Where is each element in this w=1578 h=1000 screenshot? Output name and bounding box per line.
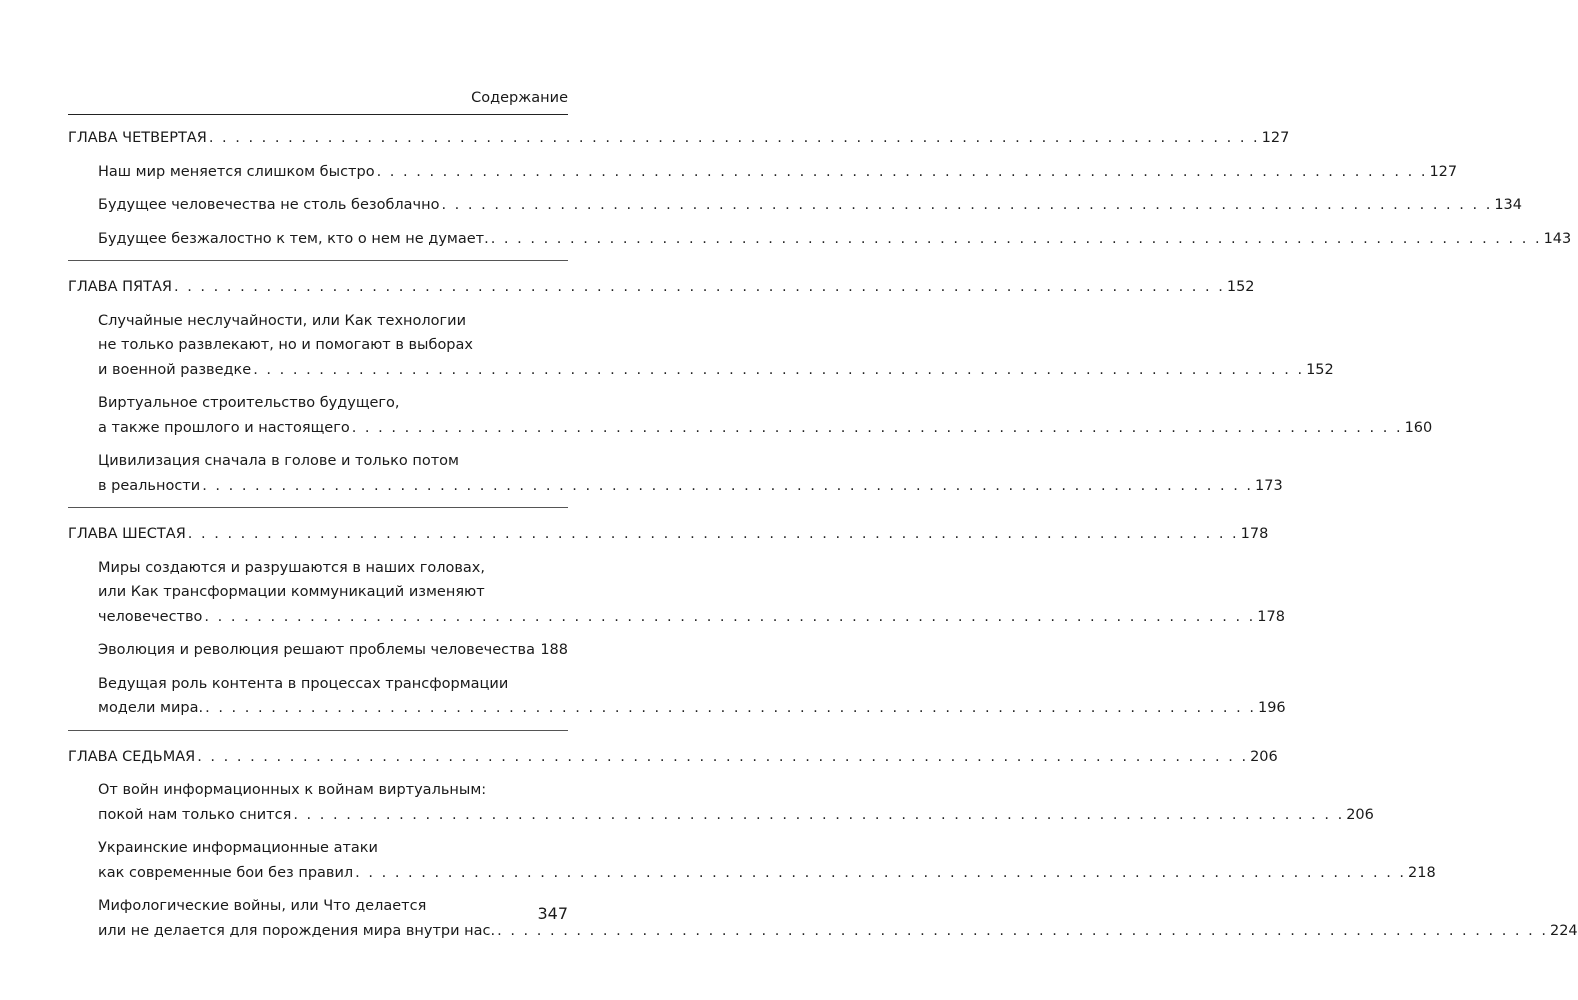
dot-leader: . . . . . . . . . . . . . . . . . . . . . . . . . . . . . . . . . . . . . . . . . . . . . . . . . . . . . . . . . . . . . . . . . . . . . . . . . . . . . . . . xyxy=(173,279,1225,295)
chapter-section xyxy=(68,522,1286,731)
entry-line-text: Эволюция и революция решают проблемы человечества xyxy=(98,642,535,658)
entry-title-line: Мифологические войны, или Что делается xyxy=(98,898,427,914)
entry-title-line: От войн информационных к войнам виртуальным: xyxy=(98,782,487,798)
dot-leader: . . . . . . . . . . . . . . . . . . . . . . . . . . . . . . . . . . . . . . . . . . . . . . . . . . . . . . . . . . . . . . . . . . . . . . . . . . . . . . . . xyxy=(490,230,1542,247)
entry-line-text: или не делается для порождения мира внутри нас. xyxy=(98,922,496,939)
dot-leader: . . . . . . . . . . . . . . . . . . . . . . . . . . . . . . . . . . . . . . . . . . . . . . . . . . . . . . . . . . . . . . . . . . . . . . . . . . . . . . . . xyxy=(253,361,1305,378)
toc-entry xyxy=(68,638,568,663)
toc-entry xyxy=(68,391,1433,440)
chapter-heading xyxy=(68,126,1290,151)
entry-line xyxy=(98,160,1458,185)
page-number: 347 xyxy=(537,904,568,923)
entry-line-text: как современные бои без правил xyxy=(98,864,354,881)
entry-line xyxy=(98,861,1436,886)
chapter-heading xyxy=(68,275,1255,300)
chapter-heading-text: ГЛАВА ПЯТАЯ xyxy=(68,279,172,295)
entry-line-text: и военной разведке xyxy=(98,361,252,378)
dot-leader xyxy=(537,638,538,663)
entry-title-line: Цивилизация сначала в голове и только потом xyxy=(98,453,459,469)
entry-line xyxy=(98,474,1283,499)
entry-line-text: а также прошлого и настоящего xyxy=(98,419,350,436)
chapter-heading xyxy=(68,522,1269,547)
chapter-heading-page: 152 xyxy=(1226,279,1255,295)
dot-leader: . . . . . . . . . . . . . . . . . . . . . . . . . . . . . . . . . . . . . . . . . . . . . . . . . . . . . . . . . . . . . . . . . . . . . . . . . . . . . . . . xyxy=(205,700,1256,716)
entry-line-text: Будущее безжалостно к тем, кто о нем не думает. xyxy=(98,230,489,247)
entry-line-text: в реальности xyxy=(98,477,201,494)
entry-line xyxy=(98,919,1578,944)
dot-leader: . . . . . . . . . . . . . . . . . . . . . . . . . . . . . . . . . . . . . . . . . . . . . . . . . . . . . . . . . . . . . . . . . . . . . . . . . . . . . . . . xyxy=(187,526,1239,542)
entry-line xyxy=(98,696,1286,721)
entry-line-page: 224 xyxy=(1549,922,1578,939)
entry-title-line: Случайные неслучайности, или Как технологии xyxy=(98,312,466,329)
dot-leader: . . . . . . . . . . . . . . . . . . . . . . . . . . . . . . . . . . . . . . . . . . . . . . . . . . . . . . . . . . . . . . . . . . . . . . . . . . . . . . . . xyxy=(197,748,1249,765)
entry-line-page: 143 xyxy=(1543,230,1572,247)
dot-leader: . . . . . . . . . . . . . . . . . . . . . . . . . . . . . . . . . . . . . . . . . . . . . . . . . . . . . . . . . . . . . . . . . . . . . . . . . . . . . . . . xyxy=(208,130,1260,146)
entry-line-text: модели мира. xyxy=(98,700,204,716)
entry-title-line: Виртуальное строительство будущего, xyxy=(98,395,400,411)
entry-line xyxy=(98,605,1285,630)
entry-line xyxy=(98,193,1523,218)
dot-leader: . . . . . . . . . . . . . . . . . . . . . . . . . . . . . . . . . . . . . . . . . . . . . . . . . . . . . . . . . . . . . . . . . . . . . . . . . . . . . . . . xyxy=(351,419,1403,436)
entry-line xyxy=(98,358,1334,383)
entry-title-line: Украинские информационные атаки xyxy=(98,840,378,856)
dot-leader: . . . . . . . . . . . . . . . . . . . . . . . . . . . . . . . . . . . . . . . . . . . . . . . . . . . . . . . . . . . . . . . . . . . . . . . . . . . . . . . . xyxy=(355,864,1407,881)
entry-line-page: 178 xyxy=(1257,608,1285,625)
entry-line-page: 173 xyxy=(1255,477,1283,494)
entry-title-line: или Как трансформации коммуникаций изменяют xyxy=(98,584,485,600)
chapter-heading-text: ГЛАВА ШЕСТАЯ xyxy=(68,526,186,542)
dot-leader: . . . . . . . . . . . . . . . . . . . . . . . . . . . . . . . . . . . . . . . . . . . . . . . . . . . . . . . . . . . . . . . . . . . . . . . . . . . . . . . . xyxy=(202,477,1254,494)
entry-line-page: 127 xyxy=(1429,163,1458,180)
toc-entry xyxy=(68,836,1436,885)
chapter-divider xyxy=(68,730,568,731)
chapter-heading-text: ГЛАВА ЧЕТВЕРТАЯ xyxy=(68,130,207,146)
entry-line xyxy=(98,803,1374,828)
chapter-heading-page: 127 xyxy=(1261,130,1290,146)
running-header xyxy=(68,90,568,115)
entry-line-page: 188 xyxy=(540,642,568,658)
chapter-heading-page: 178 xyxy=(1240,526,1269,542)
toc-entry xyxy=(68,556,1285,630)
chapter-divider xyxy=(68,507,568,508)
entry-title-line: Ведущая роль контента в процессах трансформации xyxy=(98,675,509,692)
dot-leader: . . . . . . . . . . . . . . . . . . . . . . . . . . . . . . . . . . . . . . . . . . . . . . . . . . . . . . . . . . . . . . . . . . . . . . . . . . . . . . . . xyxy=(293,806,1345,823)
table-of-contents xyxy=(68,126,1578,957)
toc-entry xyxy=(68,309,1334,383)
entry-line-text: Наш мир меняется слишком быстро xyxy=(98,163,375,180)
toc-entry xyxy=(68,778,1374,827)
toc-entry xyxy=(68,449,1283,498)
entry-line-page: 206 xyxy=(1346,806,1374,823)
chapter-section xyxy=(68,275,1433,508)
entry-line-page: 152 xyxy=(1306,361,1334,378)
chapter-section xyxy=(68,745,1578,944)
entry-line-text: человечество xyxy=(98,608,203,625)
entry-line xyxy=(98,227,1572,252)
entry-line-page: 196 xyxy=(1257,700,1286,716)
chapter-heading-text: ГЛАВА СЕДЬМАЯ xyxy=(68,748,196,765)
dot-leader: . . . . . . . . . . . . . . . . . . . . . . . . . . . . . . . . . . . . . . . . . . . . . . . . . . . . . . . . . . . . . . . . . . . . . . . . . . . . . . . . xyxy=(497,922,1548,939)
toc-entry xyxy=(68,193,1523,218)
entry-line-page: 160 xyxy=(1404,419,1433,436)
dot-leader: . . . . . . . . . . . . . . . . . . . . . . . . . . . . . . . . . . . . . . . . . . . . . . . . . . . . . . . . . . . . . . . . . . . . . . . . . . . . . . . . xyxy=(204,608,1256,625)
entry-line-page: 134 xyxy=(1494,197,1523,213)
dot-leader: . . . . . . . . . . . . . . . . . . . . . . . . . . . . . . . . . . . . . . . . . . . . . . . . . . . . . . . . . . . . . . . . . . . . . . . . . . . . . . . . xyxy=(441,197,1493,213)
chapter-heading-page: 206 xyxy=(1250,748,1278,765)
toc-entry xyxy=(68,160,1458,185)
dot-leader: . . . . . . . . . . . . . . . . . . . . . . . . . . . . . . . . . . . . . . . . . . . . . . . . . . . . . . . . . . . . . . . . . . . . . . . . . . . . . . . . xyxy=(376,163,1428,180)
toc-entry xyxy=(68,894,1578,943)
entry-line-page: 218 xyxy=(1408,864,1436,881)
entry-title-line: Миры создаются и разрушаются в наших головах, xyxy=(98,559,485,576)
chapter-section xyxy=(68,126,1572,261)
toc-entry xyxy=(68,227,1572,252)
toc-entry xyxy=(68,672,1286,721)
header-title: Содержание xyxy=(471,90,568,106)
entry-line-text: Будущее человечества не столь безоблачно xyxy=(98,197,440,213)
entry-line-text: покой нам только снится xyxy=(98,806,292,823)
entry-line xyxy=(98,416,1433,441)
entry-title-line: не только развлекают, но и помогают в выборах xyxy=(98,337,473,353)
entry-line xyxy=(98,638,568,663)
chapter-heading xyxy=(68,745,1278,770)
chapter-divider xyxy=(68,260,568,261)
